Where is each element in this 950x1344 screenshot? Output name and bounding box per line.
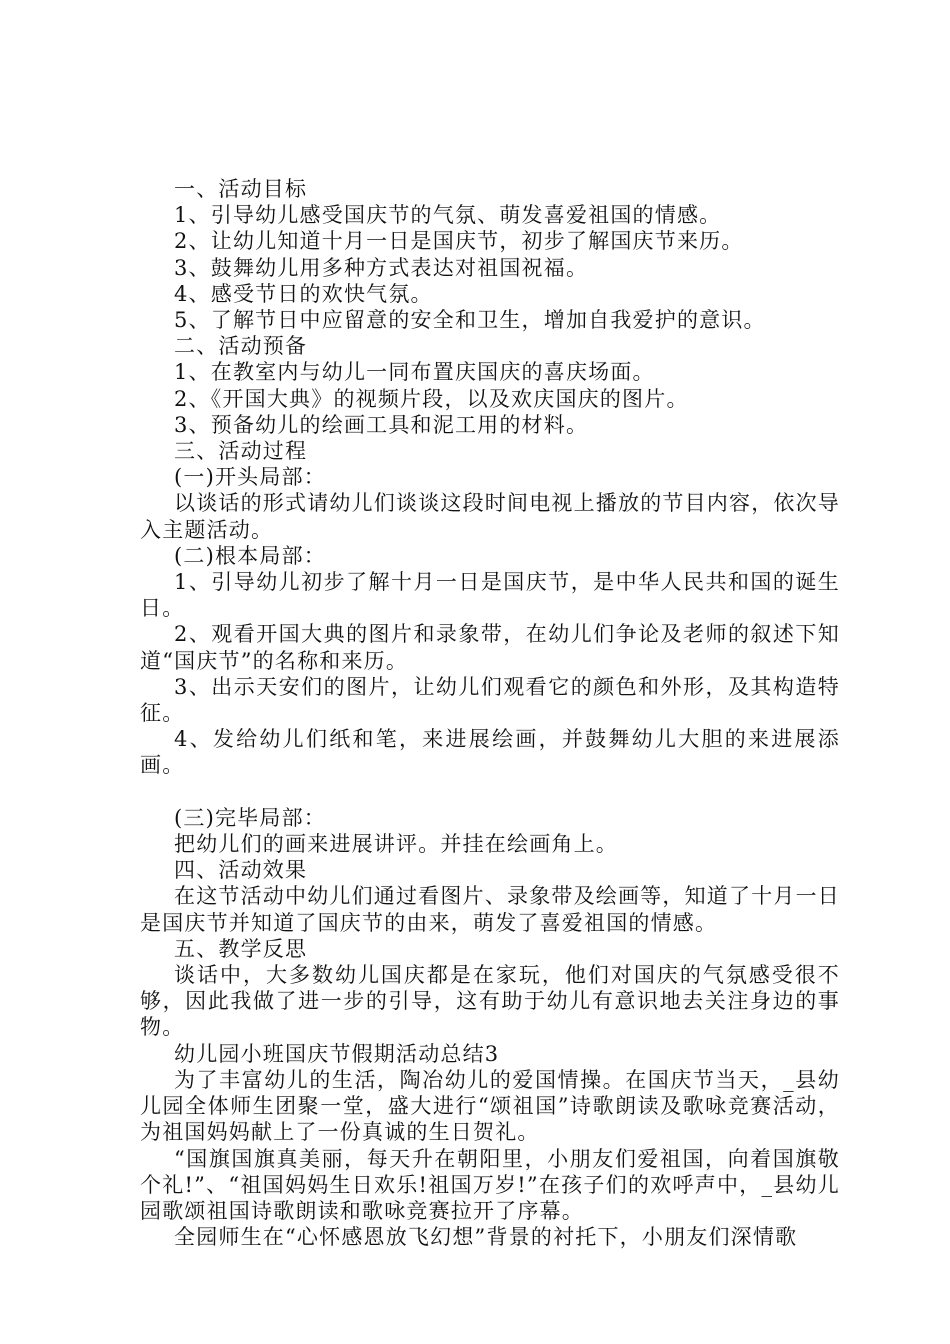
paragraph-summary-1: 为了丰富幼儿的生活，陶冶幼儿的爱国情操。在国庆节当天，_县幼儿园全体师生团聚一堂，盛大进行“颂祖国”诗歌朗读及歌咏竞赛活动，为祖国妈妈献上了一份真诚的生日贺礼。 [140, 1067, 840, 1145]
subheading-opening: (一)开头局部： [174, 465, 326, 490]
document-body [140, 176, 840, 1250]
paragraph-summary-2: “国旗国旗真美丽，每天升在朝阳里，小朋友们爱祖国，向着国旗敬个礼!”、“祖国妈妈生日欢乐!祖国万岁!”在孩子们的欢呼声中，_县幼儿园歌颂祖国诗歌朗读和歌咏竞赛拉开了序幕。 [140, 1146, 840, 1223]
preparation-item-1: 1、在教室内与幼儿一同布置庆国庆的喜庆场面。 [174, 360, 655, 385]
subheading-closing: (三)完毕局部： [174, 805, 326, 830]
section-heading-goals: 一、活动目标 [174, 177, 308, 201]
goal-item-1: 1、引导幼儿感受国庆节的气氛、萌发喜爱祖国的情感。 [174, 203, 722, 228]
section-heading-process: 三、活动过程 [174, 439, 308, 464]
section-heading-effect: 四、活动效果 [174, 858, 308, 883]
subheading-main: (二)根本局部： [174, 543, 326, 568]
summary-title-3: 幼儿园小班国庆节假期活动总结3 [174, 1041, 500, 1066]
goal-item-2: 2、让幼儿知道十月一日是国庆节，初步了解国庆节来历。 [174, 229, 744, 254]
main-item-1: 1、引导幼儿初步了解十月一日是国庆节，是中华人民共和国的诞生日。 [140, 570, 840, 621]
section-heading-reflection: 五、教学反思 [174, 936, 308, 961]
paragraph-effect: 在这节活动中幼儿们通过看图片、录象带及绘画等，知道了十月一日是国庆节并知道了国庆节的由来，萌发了喜爱祖国的情感。 [140, 884, 840, 935]
main-item-4: 4、发给幼儿们纸和笔，来进展绘画，并鼓舞幼儿大胆的来进展添画。 [140, 727, 840, 778]
goal-item-3: 3、鼓舞幼儿用多种方式表达对祖国祝福。 [174, 255, 589, 280]
main-item-2: 2、观看开国大典的图片和录象带，在幼儿们争论及老师的叙述下知道“国庆节”的名称和来历。 [140, 622, 840, 673]
blank-line [140, 779, 840, 805]
main-item-3: 3、出示天安们的图片，让幼儿们观看它的颜色和外形，及其构造特征。 [140, 674, 840, 726]
paragraph-closing: 把幼儿们的画来进展讲评。并挂在绘画角上。 [174, 832, 618, 857]
goal-item-5: 5、了解节日中应留意的安全和卫生，增加自我爱护的意识。 [174, 308, 766, 333]
paragraph-reflection: 谈话中，大多数幼儿国庆都是在家玩，他们对国庆的气氛感受很不够，因此我做了进一步的引导，这有助于幼儿有意识地去关注身边的事物。 [140, 963, 840, 1040]
section-heading-preparation: 二、活动预备 [174, 334, 308, 359]
paragraph-opening: 以谈话的形式请幼儿们谈谈这段时间电视上播放的节目内容，依次导入主题活动。 [140, 491, 840, 542]
preparation-item-2: 2、《开国大典》的视频片段，以及欢庆国庆的图片。 [174, 386, 689, 411]
goal-item-4: 4、感受节日的欢快气氛。 [174, 281, 433, 306]
preparation-item-3: 3、预备幼儿的绘画工具和泥工用的材料。 [174, 412, 589, 437]
paragraph-summary-3: 全园师生在“心怀感恩放飞幻想”背景的衬托下，小朋友们深情歌 [174, 1225, 798, 1250]
